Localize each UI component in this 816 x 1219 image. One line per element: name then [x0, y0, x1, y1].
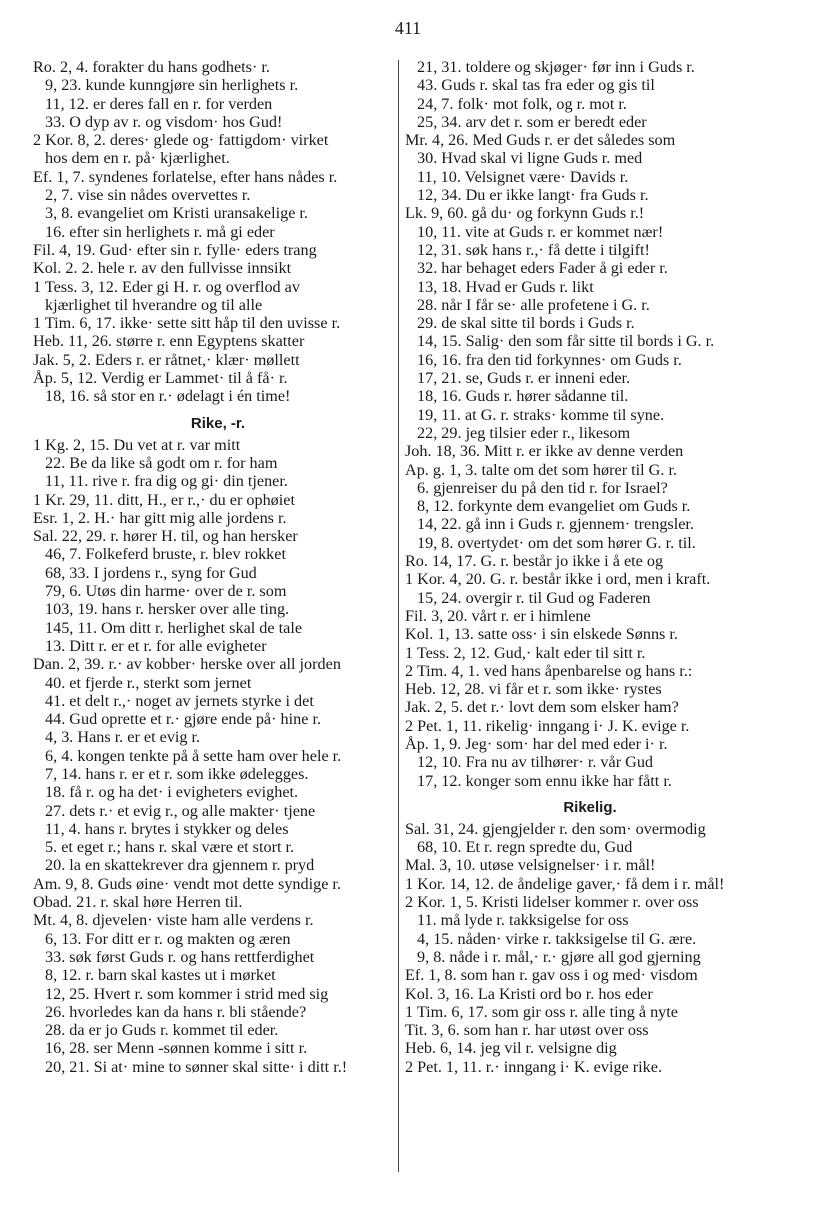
index-entry: 4, 15. nåden· virke r. takksigelse til G. ære. [417, 929, 697, 948]
index-entry: 15, 24. overgir r. til Gud og Faderen [417, 588, 651, 607]
index-entry: 14, 15. Salig· den som får sitte til bords i G. r. [417, 332, 715, 351]
index-entry: 41. et delt r.,· noget av jernets styrke i det [45, 691, 314, 710]
index-entry: Mr. 4, 26. Med Guds r. er det således som [405, 131, 676, 150]
index-entry: 145, 11. Om ditt r. herlighet skal de tale [45, 618, 302, 637]
index-entry: 43. Guds r. skal tas fra eder og gis til [417, 76, 655, 95]
index-entry: Ap. g. 1, 3. talte om det som hører til G. r. [405, 460, 678, 479]
index-entry: 5. et eget r.; hans r. skal være et stort r. [45, 838, 295, 857]
index-entry: 28. når I får se· alle profetene i G. r. [417, 295, 650, 314]
index-entry: 10, 11. vite at Guds r. er kommet nær! [417, 222, 664, 241]
index-entry: 12, 34. Du er ikke langt· fra Guds r. [417, 186, 649, 205]
index-entry: 12, 10. Fra nu av tilhører· r. vår Gud [417, 753, 654, 772]
index-entry: 33. søk først Guds r. og hans rettferdighet [45, 947, 315, 966]
index-entry: 44. Gud oprette et r.· gjøre ende på· hine r. [45, 710, 321, 729]
index-entry: Obad. 21. r. skal høre Herren til. [33, 893, 243, 912]
index-entry: 30. Hvad skal vi ligne Guds r. med [417, 149, 643, 168]
index-entry: 19, 11. at G. r. straks· komme til syne. [417, 405, 665, 424]
index-entry: Åp. 5, 12. Verdig er Lammet· til å få· r. [33, 369, 288, 388]
index-entry: 28. da er jo Guds r. kommet til eder. [45, 1021, 279, 1040]
section-heading: Rike, -r. [190, 414, 246, 432]
index-entry: Sal. 22, 29. r. hører H. til, og han hersker [33, 527, 298, 546]
index-entry: 11, 4. hans r. brytes i stykker og deles [45, 819, 289, 838]
index-entry: 33. O dyp av r. og visdom· hos Gud! [45, 112, 283, 131]
index-entry: 12, 31. søk hans r.,· få dette i tilgift! [417, 240, 650, 259]
index-entry: 1 Kor. 4, 20. G. r. består ikke i ord, men i kraft. [405, 570, 711, 589]
index-entry: Heb. 11, 26. større r. enn Egyptens skatter [33, 332, 305, 351]
index-entry: Heb. 6, 14. jeg vil r. velsigne dig [405, 1039, 617, 1058]
index-entry: Ef. 1, 7. syndenes forlatelse, efter hans nådes r. [33, 167, 338, 186]
index-entry: 40. et fjerde r., sterkt som jernet [45, 673, 252, 692]
column-divider [398, 60, 399, 1172]
index-entry: 79, 6. Utøs din harme· over de r. som [45, 582, 287, 601]
index-entry: 2 Tim. 4, 1. ved hans åpenbarelse og hans r.: [405, 661, 693, 680]
index-entry: 9, 8. nåde i r. mål,· r.· gjøre all god gjerning [417, 947, 701, 966]
index-entry: 11, 11. rive r. fra dig og gi· din tjener. [45, 472, 288, 491]
index-entry: Ef. 1, 8. som han r. gav oss i og med· visdom [405, 966, 698, 985]
section-heading: Rikelig. [563, 798, 617, 816]
index-entry: 17, 21. se, Guds r. er inneni eder. [417, 369, 631, 388]
index-entry: Kol. 2. 2. hele r. av den fullvisse innsikt [33, 259, 292, 278]
index-entry: 1 Kor. 14, 12. de åndelige gaver,· få dem i r. mål! [405, 874, 725, 893]
index-entry: 19, 8. overtydet· om det som hører G. r. til. [417, 533, 696, 552]
index-entry: 4, 3. Hans r. er et evig r. [45, 728, 201, 747]
index-entry: 20, 21. Si at· mine to sønner skal sitte· i ditt r.! [45, 1057, 348, 1076]
index-entry: 22, 29. jeg tilsier eder r., likesom [417, 423, 631, 442]
index-entry: Dan. 2, 39. r.· av kobber· herske over all jorden [33, 655, 341, 674]
index-entry: Fil. 3, 20. vårt r. er i himlene [405, 606, 591, 625]
index-entry: 29. de skal sitte til bords i Guds r. [417, 314, 635, 333]
index-entry: 6, 13. For ditt er r. og makten og æren [45, 929, 291, 948]
index-entry: 2 Pet. 1, 11. rikelig· inngang i· J. K. evige r. [405, 716, 690, 735]
index-entry: Tit. 3, 6. som han r. har utøst over oss [405, 1021, 649, 1040]
index-entry: 68, 33. I jordens r., syng for Gud [45, 563, 257, 582]
index-entry: 21, 31. toldere og skjøger· før inn i Guds r. [417, 58, 695, 76]
index-entry: Kol. 3, 16. La Kristi ord bo r. hos eder [405, 984, 653, 1003]
index-entry: 68, 10. Et r. regn spredte du, Gud [417, 838, 633, 857]
index-entry: 103, 19. hans r. hersker over alle ting. [45, 600, 290, 619]
index-entry: 6. gjenreiser du på den tid r. for Israel? [417, 478, 668, 497]
index-entry: 11, 12. er deres fall en r. for verden [45, 94, 273, 113]
index-entry: 1 Tim. 6, 17. ikke· sette sitt håp til den uvisse r. [33, 314, 341, 333]
index-entry: 11, 10. Velsignet være· Davids r. [417, 167, 629, 186]
index-entry: Jak. 5, 2. Eders r. er råtnet,· klær· møllett [33, 350, 300, 369]
index-entry: 16, 28. ser Menn -sønnen komme i sitt r. [45, 1039, 308, 1058]
index-entry: 25, 34. arv det r. som er beredt eder [417, 112, 647, 131]
index-entry: 6, 4. kongen tenkte på å sette ham over hele r. [45, 746, 342, 765]
index-entry: 32. har behaget eders Fader å gi eder r. [417, 259, 668, 278]
index-entry: 2, 7. vise sin nådes overvettes r. [45, 186, 251, 205]
index-entry: 13. Ditt r. er et r. for alle evigheter [45, 636, 267, 655]
index-entry: 2 Pet. 1, 11. r.· inngang i· K. evige rike. [405, 1057, 662, 1076]
index-entry: Heb. 12, 28. vi får et r. som ikke· rystes [405, 680, 662, 699]
index-entry: Mt. 4, 8. djevelen· viste ham alle verdens r. [33, 911, 314, 930]
index-entry: 18. få r. og ha det· i evigheters evighet. [45, 783, 299, 802]
index-entry: Esr. 1, 2. H.· har gitt mig alle jordens r. [33, 508, 287, 527]
index-entry: 13, 18. Hvad er Guds r. likt [417, 277, 594, 296]
right-column [405, 58, 775, 1076]
index-entry: 18, 16. Guds r. hører sådanne til. [417, 387, 629, 406]
index-entry: 1 Kg. 2, 15. Du vet at r. var mitt [33, 435, 241, 454]
index-entry: 20. la en skattekrever dra gjennem r. pryd [45, 856, 315, 875]
index-entry: kjærlighet til hverandre og til alle [45, 295, 263, 314]
index-entry: Mal. 3, 10. utøse velsignelser· i r. mål! [405, 856, 656, 875]
index-entry: 24, 7. folk· mot folk, og r. mot r. [417, 94, 627, 113]
index-entry: hos dem en r. på· kjærlighet. [45, 149, 230, 168]
index-entry: Kol. 1, 13. satte oss· i sin elskede Sønns r. [405, 625, 678, 644]
index-entry: 1 Kr. 29, 11. ditt, H., er r.,· du er ophøiet [33, 490, 295, 509]
index-entry: Jak. 2, 5. det r.· lovt dem som elsker ham? [405, 698, 679, 717]
index-entry: Åp. 1, 9. Jeg· som· har del med eder i· r. [405, 734, 668, 753]
index-entry: 9, 23. kunde kunngjøre sin herlighets r. [45, 76, 299, 95]
index-entry: 16, 16. fra den tid forkynnes· om Guds r. [417, 350, 682, 369]
index-entry: Sal. 31, 24. gjengjelder r. den som· overmodig [405, 819, 706, 838]
index-entry: Am. 9, 8. Guds øine· vendt mot dette syndige r. [33, 874, 341, 893]
index-entry: Fil. 4, 19. Gud· efter sin r. fylle· eders trang [33, 240, 317, 259]
index-entry: 46, 7. Folkeferd bruste, r. blev rokket [45, 545, 286, 564]
index-entry: 8, 12. forkynte dem evangeliet om Guds r. [417, 497, 691, 516]
index-entry: 3, 8. evangeliet om Kristi uransakelige r. [45, 204, 308, 223]
index-entry: 17, 12. konger som ennu ikke har fått r. [417, 771, 672, 790]
index-entry: Lk. 9, 60. gå du· og forkynn Guds r.! [405, 204, 645, 223]
index-entry: 2 Kor. 1, 5. Kristi lidelser kommer r. over oss [405, 893, 699, 912]
index-entry: 1 Tess. 3, 12. Eder gi H. r. og overflod av [33, 277, 300, 296]
index-entry: 26. hvorledes kan da hans r. bli stående? [45, 1002, 307, 1021]
index-entry: Ro. 2, 4. forakter du hans godhets· r. [33, 58, 270, 76]
index-entry: 18, 16. så stor en r.· ødelagt i én time! [45, 387, 291, 406]
index-entry: 8, 12. r. barn skal kastes ut i mørket [45, 966, 276, 985]
index-entry: Ro. 14, 17. G. r. består jo ikke i å ete og [405, 552, 664, 571]
index-entry: 11. må lyde r. takksigelse for oss [417, 911, 629, 930]
index-entry: 16. efter sin herlighets r. må gi eder [45, 222, 275, 241]
index-entry: 1 Tess. 2, 12. Gud,· kalt eder til sitt r. [405, 643, 646, 662]
index-entry: 14, 22. gå inn i Guds r. gjennem· trengsler. [417, 515, 694, 534]
index-entry: 2 Kor. 8, 2. deres· glede og· fattigdom· virket [33, 131, 329, 150]
index-entry: 12, 25. Hvert r. som kommer i strid med sig [45, 984, 329, 1003]
left-column [33, 58, 403, 1076]
index-entry: 27. dets r.· et evig r., og alle makter· tjene [45, 801, 316, 820]
page-number: 411 [394, 18, 422, 38]
index-entry: Joh. 18, 36. Mitt r. er ikke av denne verden [405, 442, 684, 461]
index-entry: 1 Tim. 6, 17. som gir oss r. alle ting å nyte [405, 1002, 678, 1021]
index-entry: 22. Be da like så godt om r. for ham [45, 453, 278, 472]
index-entry: 7, 14. hans r. er et r. som ikke ødelegges. [45, 764, 309, 783]
